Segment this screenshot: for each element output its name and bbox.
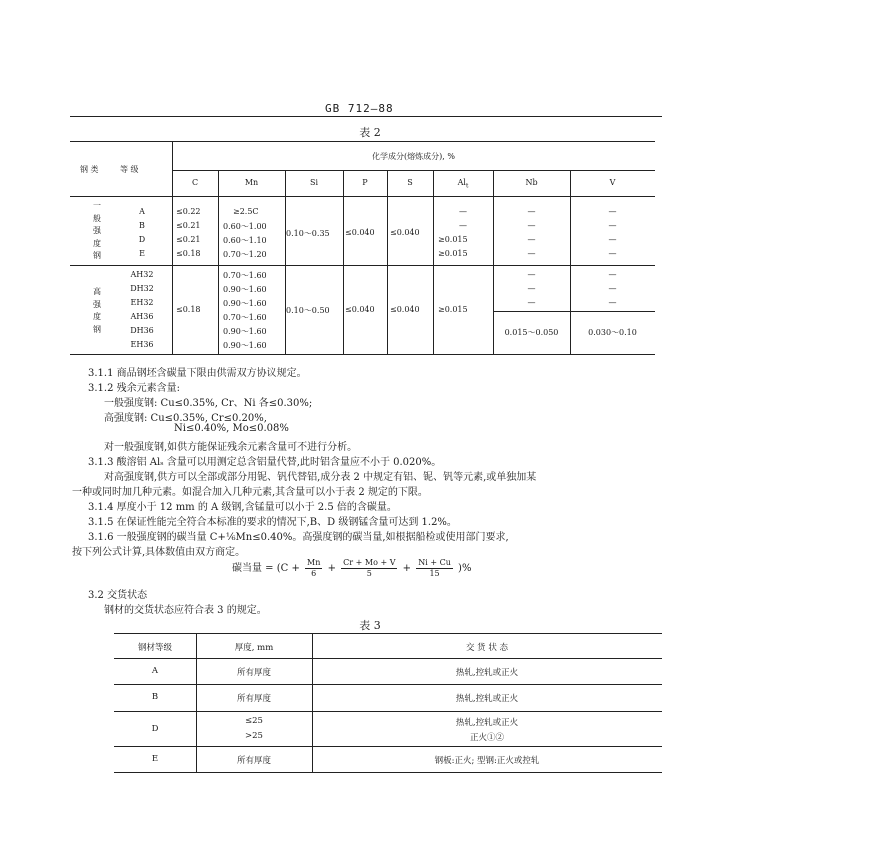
c-cell: ≤0.18 [176, 305, 201, 314]
c-cell: ≤0.22 [176, 207, 201, 216]
al-cell: ≥0.015 [438, 249, 468, 258]
p-cell: ≤0.040 [345, 228, 375, 237]
clause-3-1-4: 3.1.4 厚度小于 12 mm 的 A 级钢,含锰量可以小于 2.5 倍的含碳量。 [88, 502, 397, 513]
nb-cell: — [527, 249, 536, 258]
clause-3-1-3: 3.1.3 酸溶铝 Alₛ 含量可以用测定总含铝量代替,此时铝含量应不小于 0.020%。 [88, 457, 442, 468]
t3-grade: E [151, 754, 159, 764]
si-cell: 0.10～0.35 [286, 229, 330, 238]
mn-cell: 0.70～1.60 [223, 271, 267, 280]
v-cell: — [608, 235, 617, 244]
t3-thickness: 所有厚度 [236, 694, 271, 704]
c-cell: ≤0.21 [176, 235, 201, 244]
p-cell: ≤0.040 [345, 305, 375, 314]
grade-cell: A [139, 207, 145, 216]
t3-thickness: 所有厚度 [236, 756, 271, 766]
mn-cell: 0.70～1.60 [223, 313, 267, 322]
nb-cell: — [527, 270, 536, 279]
s-cell: ≤0.040 [390, 305, 420, 314]
residual-note: 对一般强度钢,如供方能保证残余元素含量可不进行分析。 [104, 442, 358, 453]
nb-cell: — [527, 207, 536, 216]
mn-cell: 0.60～1.00 [223, 222, 267, 231]
clause-3-1-1: 3.1.1 商品钢坯含碳量下限由供需双方协议规定。 [88, 368, 307, 379]
c-cell: ≤0.18 [176, 249, 201, 258]
si-cell: 0.10～0.50 [286, 306, 330, 315]
residual-high-2: Ni≤0.40%, Mo≤0.08% [174, 423, 289, 434]
clause-3-1-6: 3.1.6 一般强度钢的碳当量 C+⅙Mn≤0.40%。高强度钢的碳当量,如根据船检或使用部门要求, [88, 532, 509, 543]
nb-cell: — [527, 235, 536, 244]
al-cell: ≥0.015 [438, 305, 468, 314]
table2-caption: 表 2 [359, 126, 381, 139]
t3-thickness: ≤25 [245, 716, 263, 726]
el-nb: Nb [525, 178, 538, 187]
grade-cell: AH36 [130, 312, 154, 321]
t3-state: 热轧,控轧或正火 [455, 694, 519, 704]
nb-cell: 0.015～0.050 [504, 328, 559, 337]
clause-3-1-3-b: 对高强度钢,供方可以全部或部分用铌、钒代替铝,成分表 2 中规定有铝、铌、钒等元素,或单独加某 [104, 472, 537, 483]
t3-state: 正火①② [469, 733, 504, 743]
al-cell: — [459, 221, 467, 230]
section-3-2-text: 钢材的交货状态应符合表 3 的规定。 [104, 605, 267, 616]
t3-state: 热轧,控轧或正火 [455, 718, 519, 728]
nb-cell: — [527, 298, 536, 307]
clause-3-1-6-b: 按下列公式计算,具体数值由双方商定。 [72, 547, 246, 558]
nb-cell: — [527, 221, 536, 230]
t3-header-thickness: 厚度, mm [234, 643, 274, 653]
v-cell: — [608, 249, 617, 258]
grade-cell: E [139, 249, 145, 258]
t3-grade: D [151, 724, 159, 734]
grade-cell: B [139, 221, 145, 230]
el-p: P [362, 178, 368, 187]
v-cell: — [608, 270, 617, 279]
v-cell: — [608, 207, 617, 216]
el-al: $Al_t$ [457, 178, 469, 190]
grade-cell: EH36 [130, 340, 154, 349]
mn-cell: 0.90～1.60 [223, 341, 267, 350]
el-si: Si [309, 178, 319, 187]
grade-cell: EH32 [130, 298, 154, 307]
el-s: S [407, 178, 413, 187]
t3-state: 钢板:正火; 型钢:正火或控轧 [434, 756, 540, 766]
carbon-equivalent-formula: 碳当量 = (C + $\frac{Mn}{6}$ + $\frac{Cr + Mo + V}{5}$ + $\frac{Ni + Cu}{15}$ )% [232, 558, 472, 578]
mn-cell: 0.90～1.60 [223, 327, 267, 336]
t3-header-grade: 钢材等级 [137, 643, 172, 653]
v-cell: 0.030～0.10 [588, 328, 637, 337]
v-cell: — [608, 221, 617, 230]
t3-thickness: >25 [245, 731, 263, 741]
t3-grade: B [151, 692, 159, 702]
grade-cell: D [138, 235, 146, 244]
header-rule [70, 116, 662, 117]
clause-3-1-3-c: 一种或同时加几种元素。如混合加入几种元素,其含量可以小于表 2 规定的下限。 [72, 487, 428, 498]
v-cell: — [608, 298, 617, 307]
clause-3-1-5: 3.1.5 在保证性能完全符合本标准的要求的情况下,B、D 级钢锰含量可达到 1.2%。 [88, 517, 457, 528]
section-3-2: 3.2 交货状态 [88, 590, 148, 601]
category-high-strength: 高 强 度 钢 [93, 287, 101, 334]
el-mn: Mn [244, 178, 259, 187]
v-cell: — [608, 284, 617, 293]
col-grade: 等 级 [120, 165, 139, 174]
grade-cell: AH32 [130, 270, 154, 279]
al-cell: ≥0.015 [438, 235, 468, 244]
c-cell: ≤0.21 [176, 221, 201, 230]
mn-cell: 0.70～1.20 [223, 250, 267, 259]
residual-general: 一般强度钢: Cu≤0.35%, Cr、Ni 各≤0.30%; [104, 398, 313, 409]
mn-cell: 0.90～1.60 [223, 299, 267, 308]
nb-cell: — [527, 284, 536, 293]
el-c: C [191, 178, 199, 187]
el-v: V [609, 178, 616, 187]
t3-state: 热轧,控轧或正火 [455, 668, 519, 678]
t3-header-state: 交 货 状 态 [465, 643, 509, 653]
t3-grade: A [151, 666, 159, 676]
clause-3-1-2: 3.1.2 残余元素含量: [88, 383, 180, 394]
grade-cell: DH32 [130, 284, 154, 293]
chem-header: 化学成分(熔炼成分), % [372, 152, 455, 161]
col-steel-type: 钢 类 [80, 165, 99, 174]
table3-caption: 表 3 [359, 619, 381, 632]
category-general-strength: 一 般 强 度 钢 [93, 201, 101, 260]
mn-cell: 0.90～1.60 [223, 285, 267, 294]
al-cell: — [459, 207, 467, 216]
grade-cell: DH36 [130, 326, 154, 335]
mn-cell: ≥2.5C [233, 207, 259, 216]
residual-high: 高强度钢: Cu≤0.35%, Cr≤0.20%, [104, 413, 267, 424]
s-cell: ≤0.040 [390, 228, 420, 237]
mn-cell: 0.60～1.10 [223, 236, 267, 245]
t3-thickness: 所有厚度 [236, 668, 271, 678]
standard-header: GB 712—88 [325, 102, 394, 115]
